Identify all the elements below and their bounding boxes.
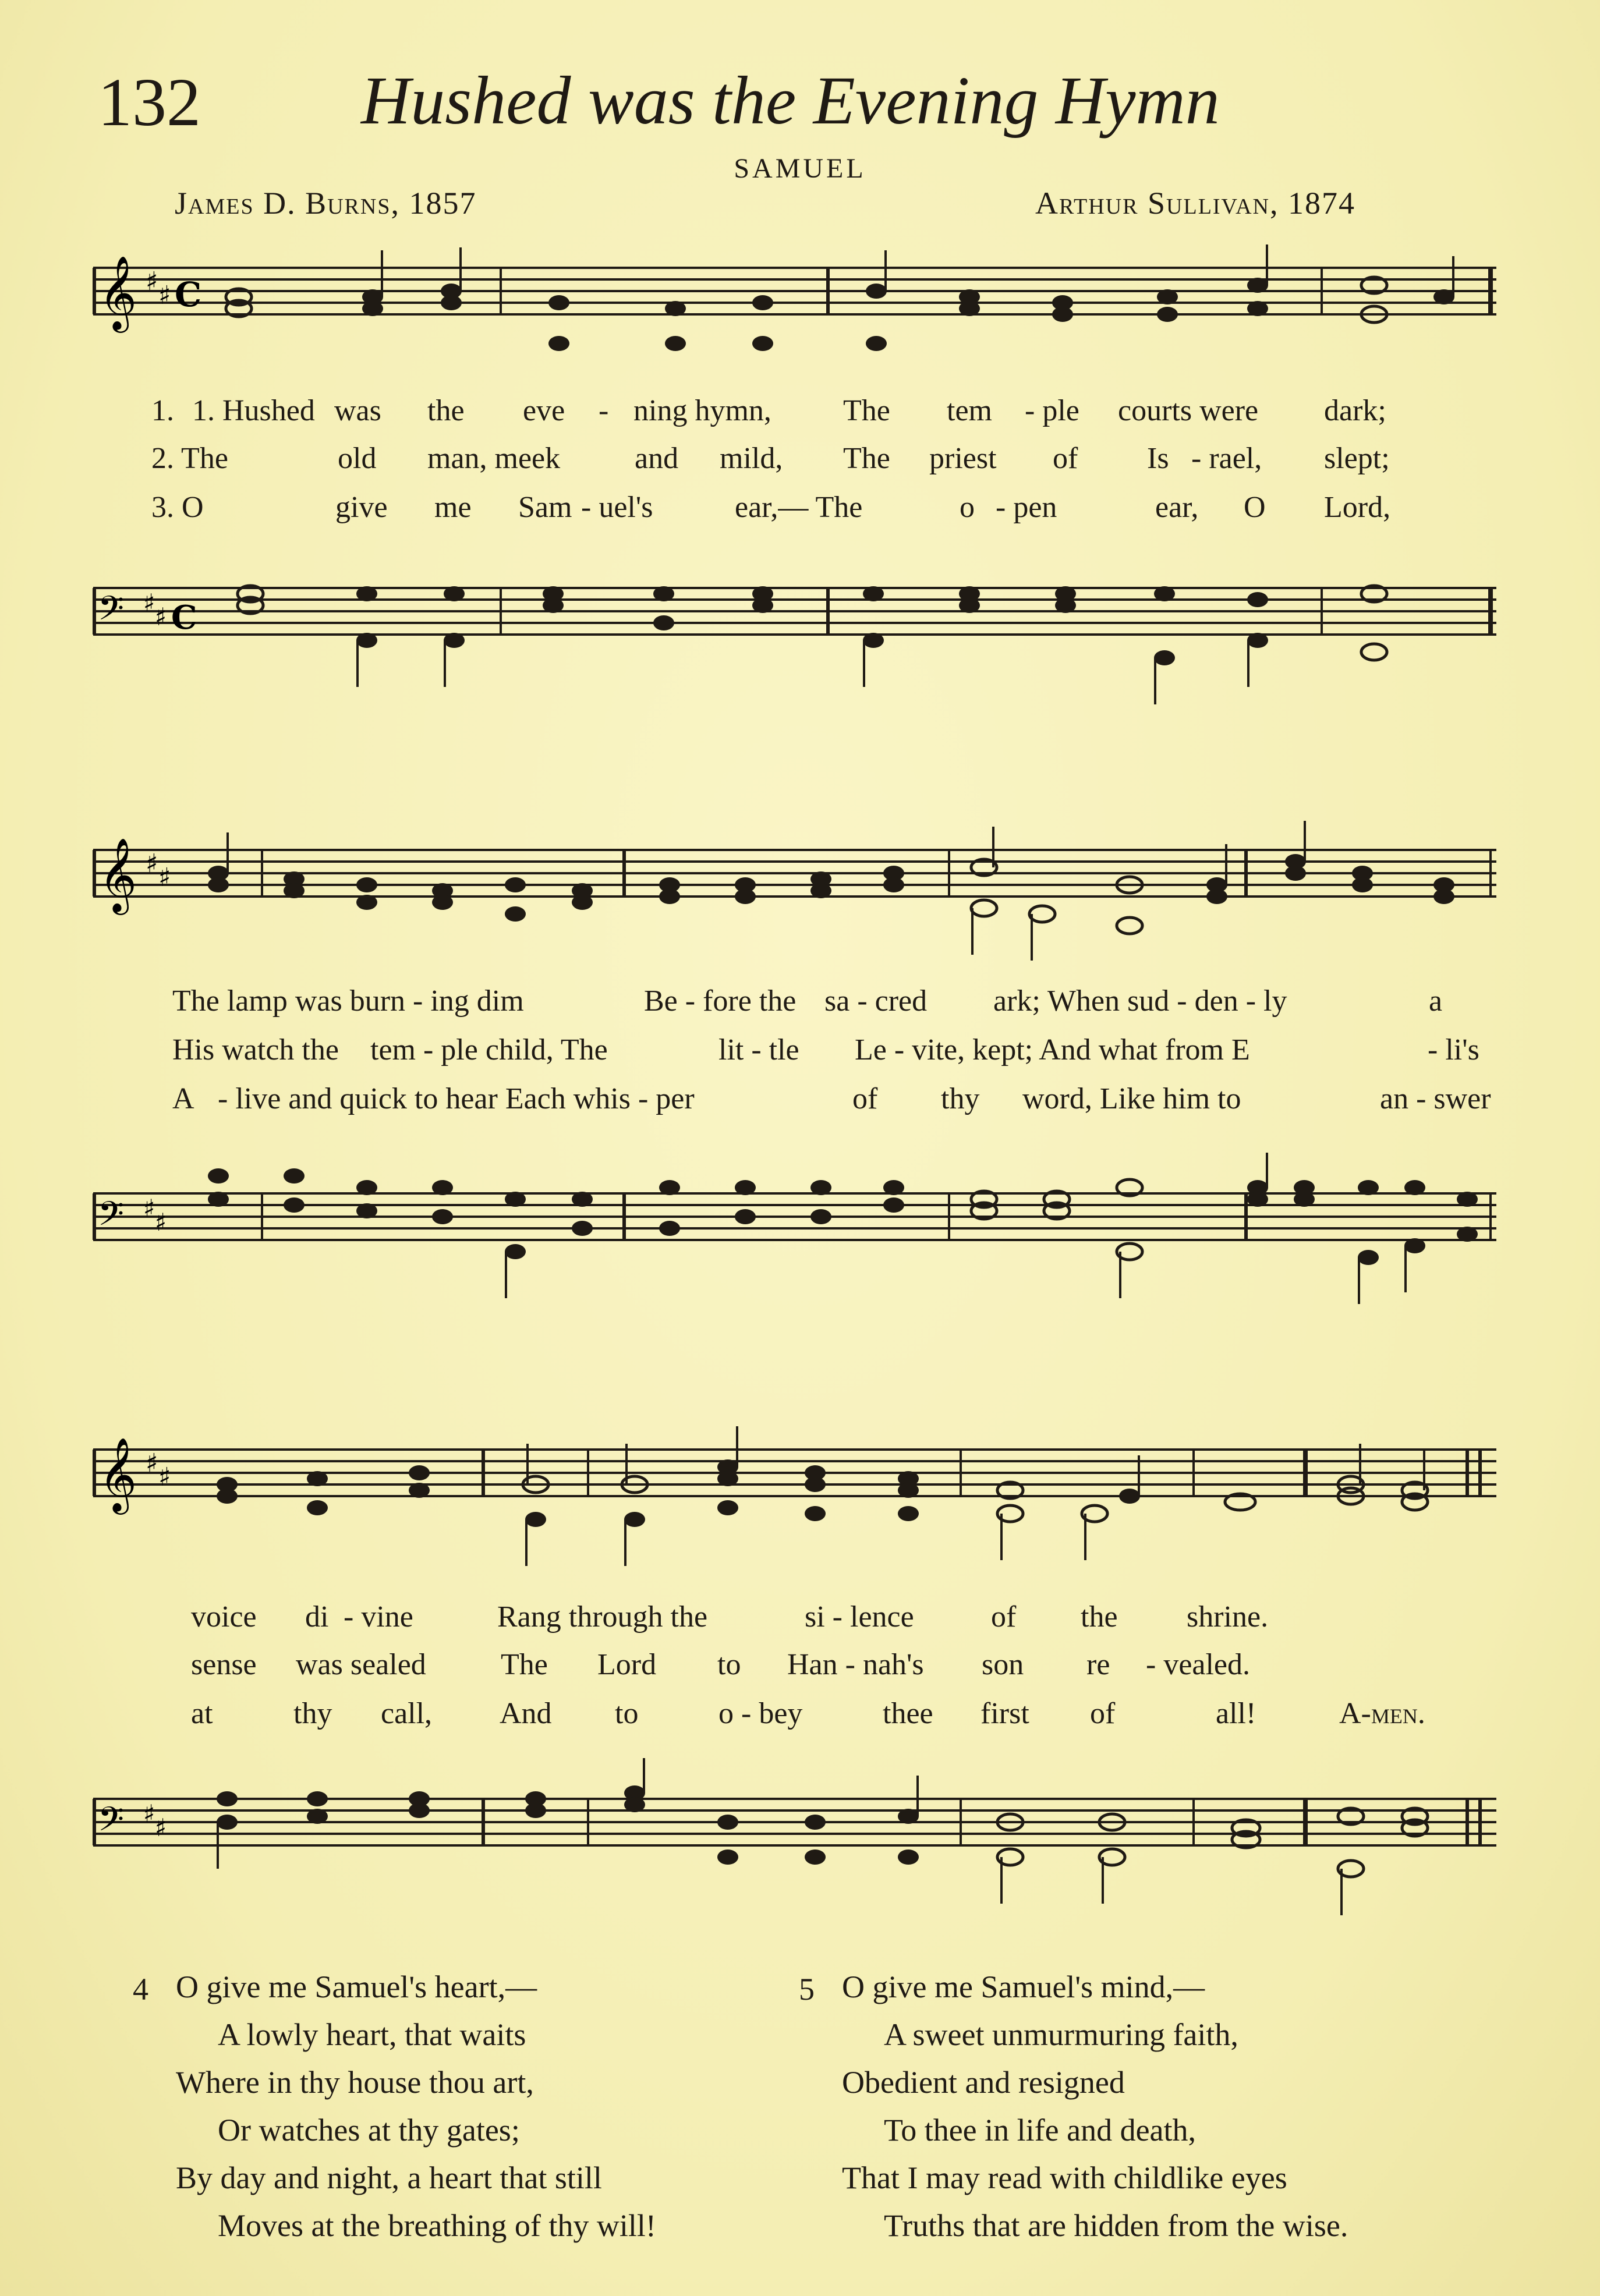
stanza-line: That I may read with childlike eyes <box>842 2160 1287 2195</box>
svg-text:♯: ♯ <box>143 1799 155 1828</box>
stanza-line: To thee in life and death, <box>884 2113 1197 2148</box>
bass-staff-graphic <box>93 1164 1502 1316</box>
stanza-line: O give me Samuel's mind,— <box>842 1969 1205 2004</box>
system-2-treble-staff <box>93 838 1502 978</box>
stanza-line: O give me Samuel's heart,— <box>176 1969 537 2004</box>
treble-staff-graphic <box>93 256 1502 378</box>
treble-clef-icon: 𝄞 <box>99 837 137 912</box>
svg-text:♯: ♯ <box>146 267 158 296</box>
stanza-line: Obedient and resigned <box>842 2065 1125 2100</box>
treble-clef-icon: 𝄞 <box>99 255 137 329</box>
system-2-bass-staff <box>93 1164 1502 1316</box>
stanza-line: Moves at the breathing of thy will! <box>218 2208 656 2243</box>
system-1-bass-staff <box>93 571 1502 722</box>
system-1-treble-staff <box>93 256 1502 378</box>
svg-text:♯: ♯ <box>146 849 158 878</box>
stanza-line: Where in thy house thou art, <box>176 2065 534 2100</box>
bass-clef-icon: 𝄢 <box>98 1194 125 1242</box>
bass-clef-icon: 𝄢 <box>98 589 125 636</box>
treble-clef-icon: 𝄞 <box>99 1437 137 1511</box>
stanza-line: Or watches at thy gates; <box>218 2113 520 2148</box>
svg-text:♯: ♯ <box>155 1813 167 1842</box>
stanza-line: Truths that are hidden from the wise. <box>884 2208 1348 2243</box>
stanza-line: A lowly heart, that waits <box>218 2017 526 2052</box>
svg-text:♯: ♯ <box>155 1208 167 1236</box>
verse-number-1: 1. <box>151 394 174 427</box>
stanza-line: A sweet unmurmuring faith, <box>884 2017 1238 2052</box>
svg-text:♯: ♯ <box>158 863 171 892</box>
hymn-title: Hushed was the Evening Hymn <box>361 62 1220 139</box>
words-credit: James D. Burns, 1857 <box>175 186 477 221</box>
svg-text:♯: ♯ <box>158 281 171 310</box>
tune-name: SAMUEL <box>734 153 866 184</box>
stanza-number: 4 <box>133 1972 148 2007</box>
stanza-5 <box>842 1963 1348 2249</box>
stanza-4 <box>176 1963 656 2249</box>
svg-text:♯: ♯ <box>158 1462 171 1492</box>
system-3-bass-staff <box>93 1770 1502 1921</box>
treble-staff-graphic <box>93 1438 1502 1578</box>
svg-text:♯: ♯ <box>143 1194 155 1223</box>
music-credit: Arthur Sullivan, 1874 <box>1035 186 1355 221</box>
stanza-line: By day and night, a heart that still <box>176 2160 602 2195</box>
bass-clef-icon: 𝄢 <box>98 1799 125 1847</box>
bass-staff-graphic <box>93 571 1502 722</box>
svg-text:♯: ♯ <box>155 603 167 631</box>
bass-staff-graphic <box>93 1770 1502 1921</box>
svg-text:C: C <box>171 598 197 637</box>
system-3-treble-staff <box>93 1438 1502 1578</box>
stanza-number: 5 <box>799 1972 815 2007</box>
hymn-number: 132 <box>98 64 201 140</box>
svg-text:C: C <box>175 275 202 314</box>
treble-staff-graphic <box>93 838 1502 978</box>
svg-text:♯: ♯ <box>143 589 155 617</box>
svg-text:♯: ♯ <box>146 1448 158 1478</box>
